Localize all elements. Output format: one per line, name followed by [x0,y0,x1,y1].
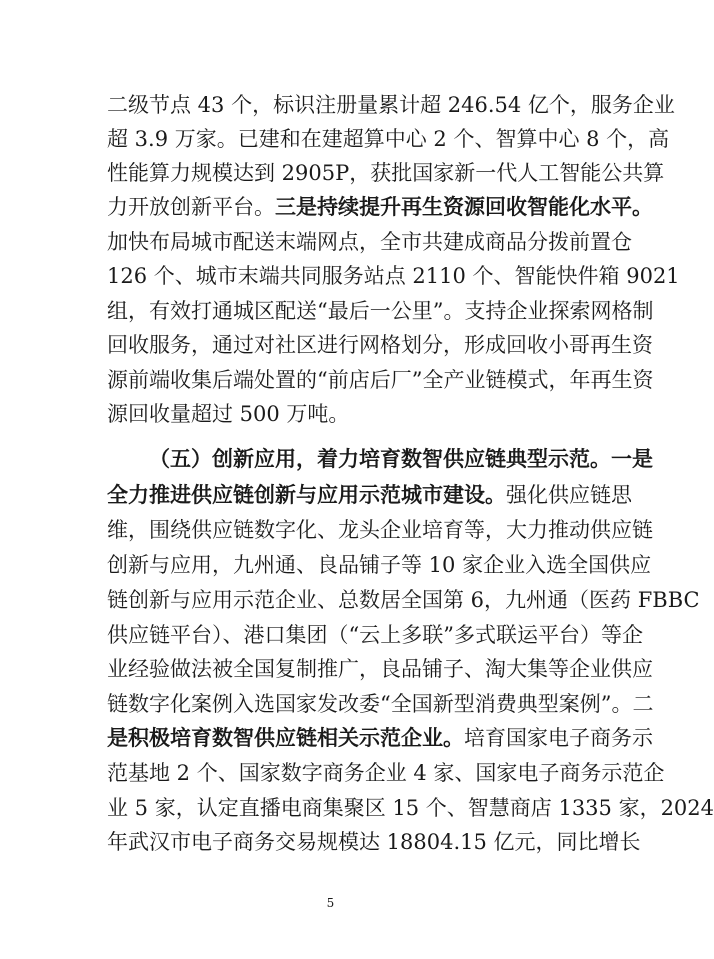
text-segment: 126 个、城市末端共同服务站点 2110 个、智能快件箱 9021 [107,264,680,288]
text-segment: 加快布局城市配送末端网点，全市共建成商品分拨前置仓 [107,230,632,254]
text-segment: 范基地 2 个、国家数字商务企业 4 家、国家电子商务示范企 [107,761,665,785]
text-line [107,793,714,823]
bold-text-segment: 三是持续提升再生资源回收智能化水平。 [275,194,653,219]
text-segment: 维，围绕供应链数字化、龙头企业培育等，大力推动供应链 [107,518,653,542]
text-line [107,515,653,545]
page-number: 5 [326,896,335,910]
text-segment: 供应链平台）、港口集团（“云上多联”多式联运平台）等企 [107,623,643,647]
text-segment: 二级节点 43 个，标识注册量累计超 246.54 亿个，服务企业 [107,93,675,117]
text-line [107,124,670,154]
text-line [107,689,654,719]
text-line [107,330,653,360]
text-line [107,296,654,326]
bold-text-segment: 是积极培育数智供应链相关示范企业。 [107,725,464,750]
text-segment: 业 5 家，认定直播电商集聚区 15 个、智慧商店 1335 家，2024 [107,796,714,820]
text-segment: 强化供应链思 [506,483,632,507]
text-segment: 性能算力规模达到 2905P，获批国家新一代人工智能公共算 [107,161,665,185]
text-line [107,585,700,615]
text-line [107,158,665,188]
text-segment: 链创新与应用示范企业、总数居全国第 6，九州通（医药 FBBC [107,588,700,612]
text-line [107,550,652,580]
text-line [107,192,653,222]
text-line [107,261,680,291]
text-line [107,365,654,395]
text-line [107,227,632,257]
text-segment: 链数字化案例入选国家发改委“全国新型消费典型案例”。二 [107,692,654,716]
text-line [107,654,653,684]
text-segment: 源回收量超过 500 万吨。 [107,402,350,426]
bold-text-segment: 全力推进供应链创新与应用示范城市建设。 [107,482,506,507]
text-segment: 回收服务，通过对社区进行网格划分，形成回收小哥再生资 [107,333,653,357]
text-segment: 创新与应用，九州通、良品铺子等 10 家企业入选全国供应 [107,553,652,577]
text-line [107,399,562,429]
text-line [107,620,643,650]
text-line [107,827,641,857]
text-segment: 年武汉市电子商务交易规模达 18804.15 亿元，同比增长 [107,830,641,854]
section-heading-line [149,444,653,474]
text-line [107,723,653,753]
text-line [107,90,675,120]
text-segment: 业经验做法被全国复制推广，良品铺子、淘大集等企业供应 [107,657,653,681]
text-line [107,480,632,510]
text-segment: 培育国家电子商务示 [464,726,653,750]
text-segment: 超 3.9 万家。已建和在建超算中心 2 个、智算中心 8 个，高 [107,127,670,151]
text-line [107,758,665,788]
bold-text-segment: （五）创新应用，着力培育数智供应链典型示范。一是 [149,446,653,471]
text-segment: 力开放创新平台。 [107,195,275,219]
text-segment: 源前端收集后端处置的“前店后厂”全产业链模式，年再生资 [107,368,654,392]
text-segment: 组，有效打通城区配送“最后一公里”。支持企业探索网格制 [107,299,654,323]
